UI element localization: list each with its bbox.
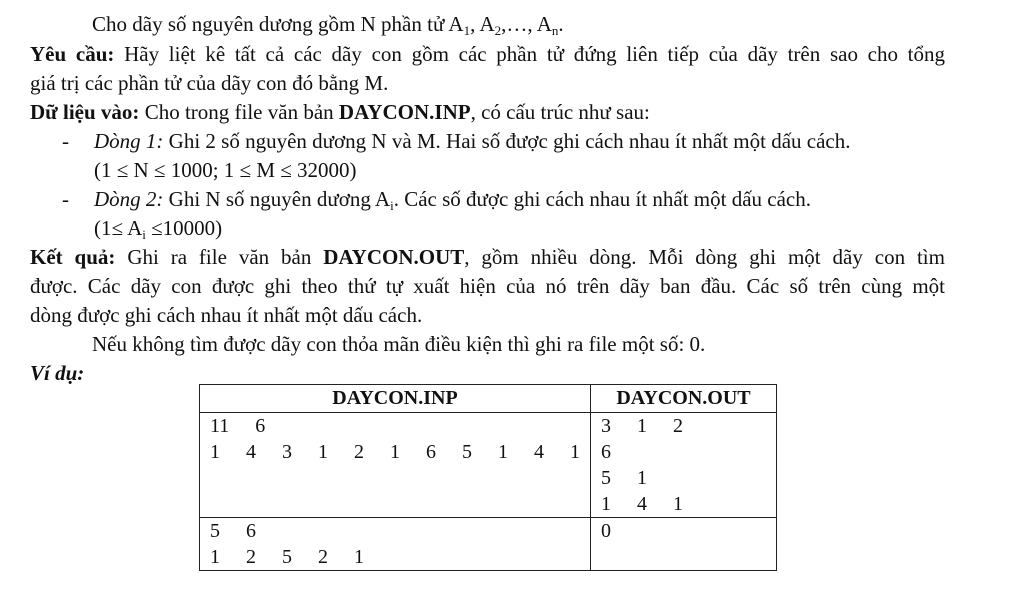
table-row <box>200 518 777 571</box>
table-row <box>200 413 777 518</box>
input-filename: DAYCON.INP <box>338 100 471 124</box>
input-cell: 5 6 1 2 5 2 1 <box>200 518 591 571</box>
requirement-line-2: giá trị các phần tử của dãy con đó bằng M. <box>30 71 389 95</box>
input-label: Dữ liệu vào: <box>30 100 140 124</box>
header-input-file: DAYCON.INP <box>200 385 591 413</box>
none-found-line: Nếu không tìm được dãy con thỏa mãn điều kiện thì ghi ra file một số: 0. <box>92 332 706 356</box>
input-cell: 11 6 1 4 3 1 2 1 6 5 1 4 1 <box>200 413 591 518</box>
input-item-2: - Dòng 2: Ghi N số nguyên dương $A_i$. Các số được ghi cách nhau ít nhất một dấu cách. <box>62 187 811 213</box>
example-header-row <box>200 385 777 413</box>
output-line: Kết quả: Ghi ra file văn bản DAYCON.OUT, gồm nhiều dòng. Mỗi dòng ghi một dãy con tìm <box>30 245 945 269</box>
example-table <box>199 384 777 571</box>
input-item-1-constraint: (1 ≤ N ≤ 1000; 1 ≤ M ≤ 32000) <box>94 158 357 182</box>
requirement-line: Yêu cầu: Hãy liệt kê tất cả các dãy con gồm các phần tử đứng liên tiếp của dãy trên sao cho tổng <box>30 42 946 66</box>
output-filename: DAYCON.OUT <box>323 245 465 269</box>
output-line-2: được. Các dãy con được ghi theo thứ tự xuất hiện của nó trên dãy ban đầu. Các số trên cùng một <box>30 274 945 298</box>
output-cell: 3 1 2 6 5 1 1 4 1 <box>591 413 777 518</box>
input-item-2-constraint: $(1\le A_i \le 10000)$ <box>94 216 223 242</box>
header-output-file: DAYCON.OUT <box>591 385 777 413</box>
input-item-1: - Dòng 1: Ghi 2 số nguyên dương N và M. Hai số được ghi cách nhau ít nhất một dấu cách. <box>62 129 851 153</box>
requirement-label: Yêu cầu: <box>30 42 115 66</box>
output-line-3: dòng được ghi cách nhau ít nhất một dấu cách. <box>30 303 423 327</box>
output-label: Kết quả: <box>30 245 116 269</box>
example-label: Ví dụ: <box>30 361 85 385</box>
output-cell: 0 <box>591 518 777 571</box>
input-line: Dữ liệu vào: Cho trong file văn bản DAYCON.INP, có cấu trúc như sau: <box>30 100 650 124</box>
intro-line: Cho dãy số nguyên dương gồm N phần tử $A_1$, $A_2,\dots$, $A_n$. <box>92 12 564 38</box>
